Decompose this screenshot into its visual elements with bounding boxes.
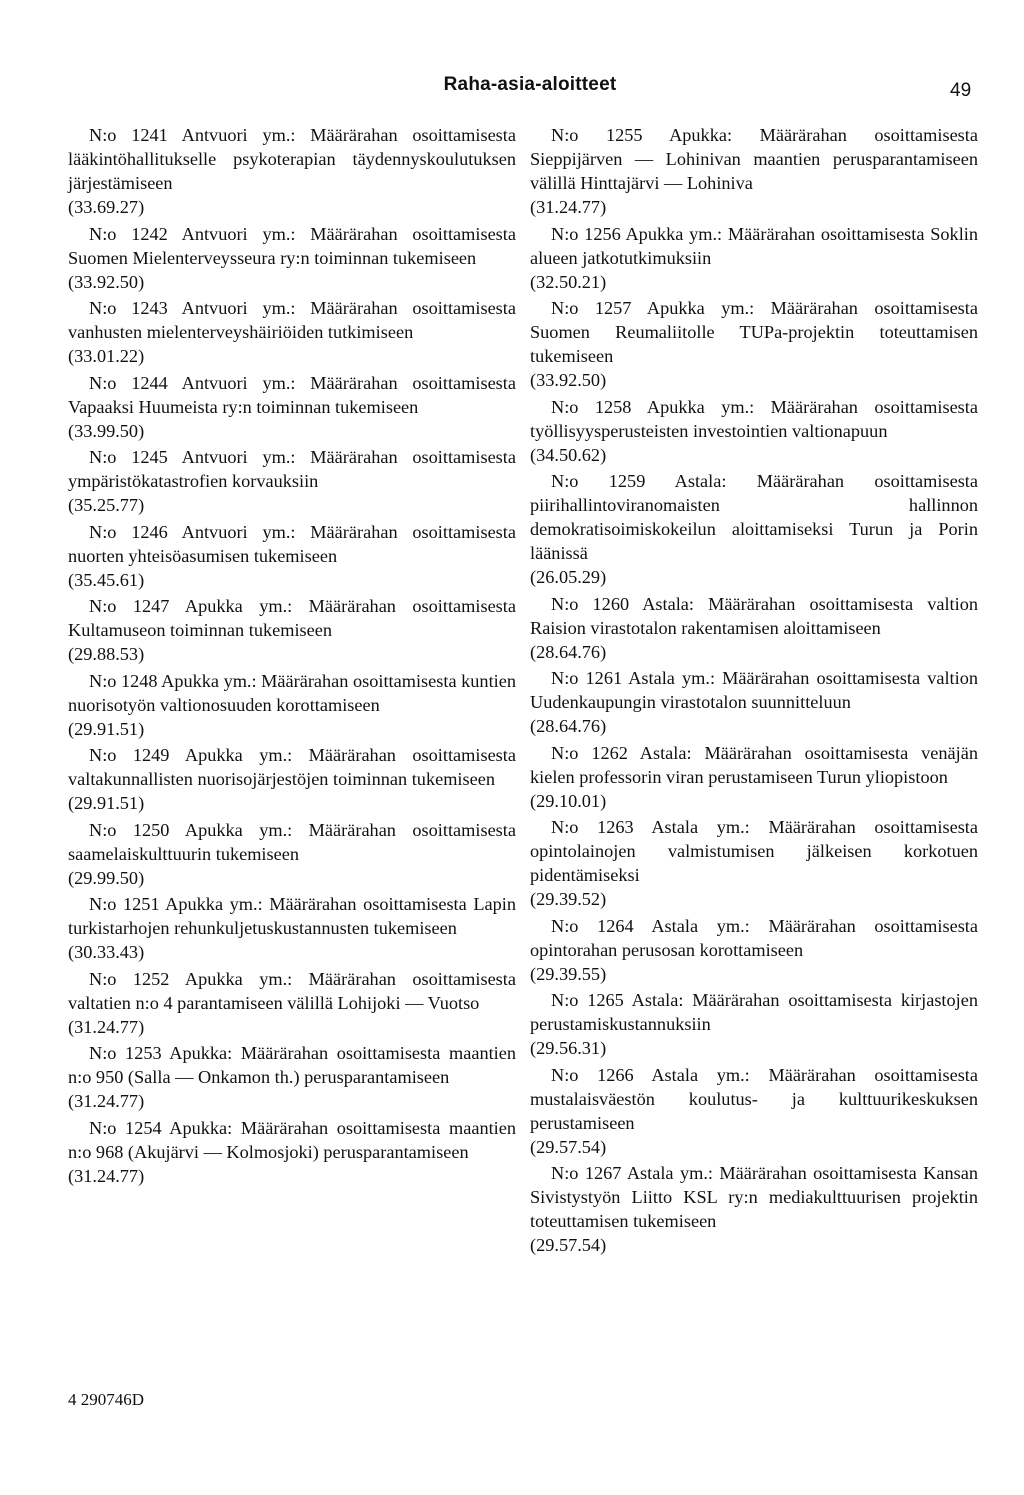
list-item (530, 988, 978, 1060)
entry-ref: (31.24.77) (68, 1091, 145, 1111)
right-column (530, 123, 978, 1260)
running-header: Raha-asia-aloitteet (443, 74, 617, 95)
entry-ref: (33.92.50) (530, 370, 607, 390)
list-item (68, 520, 516, 592)
list-item (68, 123, 516, 219)
entry-title: N:o 1261 Astala ym.: Määrärahan osoittamisesta valtion Uudenkaupungin virastotalon suunnitteluun (530, 668, 978, 712)
entry-title: N:o 1255 Apukka: Määrärahan osoittamisesta Sieppijärven — Lohinivan maantien perusparantamiseen välillä Hinttajärvi — Lohiniva (530, 125, 978, 193)
entry-ref: (29.10.01) (530, 790, 607, 811)
entry-title: N:o 1249 Apukka ym.: Määrärahan osoittamisesta valtakunnallisten nuorisojärjestöjen toiminnan tukemiseen (68, 745, 516, 789)
entry-ref: (28.64.76) (530, 641, 607, 662)
entry-ref: (31.24.77) (530, 197, 607, 217)
entry-ref: (33.99.50) (68, 420, 145, 441)
list-item (530, 395, 978, 467)
list-item (530, 123, 978, 219)
list-item (530, 666, 978, 738)
entry-ref: (31.24.77) (68, 1165, 145, 1186)
list-item (68, 371, 516, 443)
entry-title: N:o 1250 Apukka ym.: Määrärahan osoittamisesta saamelaiskulttuurin tukemiseen (68, 819, 516, 864)
list-item (68, 445, 516, 517)
entry-ref: (29.39.52) (530, 889, 607, 909)
list-item (530, 469, 978, 589)
entry-title: N:o 1264 Astala ym.: Määrärahan osoittamisesta opintorahan perusosan korottamiseen (530, 915, 978, 960)
entry-title: N:o 1258 Apukka ym.: Määrärahan osoittamisesta työllisyysperusteisten investointien valtionapuun (530, 396, 978, 441)
list-item (68, 743, 516, 815)
entry-title: N:o 1257 Apukka ym.: Määrärahan osoittamisesta Suomen Reumaliitolle TUPa-projektin toteuttamisen tukemiseen (530, 298, 978, 366)
entry-title: N:o 1256 Apukka ym.: Määrärahan osoittamisesta Soklin alueen jatkotutkimuksiin (530, 223, 978, 268)
list-item (530, 592, 978, 664)
list-item (68, 967, 516, 1039)
entry-ref: (29.56.31) (530, 1038, 607, 1058)
entry-ref: (33.01.22) (68, 346, 145, 366)
entry-title: N:o 1246 Antvuori ym.: Määrärahan osoittamisesta nuorten yhteisöasumisen tukemiseen (68, 521, 516, 566)
list-item (68, 669, 516, 741)
entry-title: N:o 1265 Astala: Määrärahan osoittamisesta kirjastojen perustamiskustannuksiin (530, 990, 978, 1034)
entry-title: N:o 1262 Astala: Määrärahan osoittamisesta venäjän kielen professorin viran perustamiseen Turun yliopistoon (530, 742, 978, 787)
list-item (68, 1116, 516, 1188)
entry-title: N:o 1243 Antvuori ym.: Määrärahan osoittamisesta vanhusten mielenterveyshäiriöiden tutkimiseen (68, 298, 516, 342)
entry-title: N:o 1242 Antvuori ym.: Määrärahan osoittamisesta Suomen Mielenterveysseura ry:n toiminnan tukemiseen (68, 223, 516, 268)
list-item (68, 594, 516, 666)
entry-ref: (26.05.29) (530, 567, 607, 587)
entry-ref: (29.57.54) (530, 1136, 607, 1157)
list-item (530, 741, 978, 813)
list-item (530, 815, 978, 911)
entry-title: N:o 1259 Astala: Määrärahan osoittamisesta piirihallintoviranomaisten hallinnon demokratisoimiskokeilun aloittamiseksi Turun ja Porin läänissä (530, 471, 978, 563)
entry-title: N:o 1247 Apukka ym.: Määrärahan osoittamisesta Kultamuseon toiminnan tukemiseen (68, 596, 516, 640)
entry-ref: (31.24.77) (68, 1016, 145, 1037)
entry-ref: (28.64.76) (530, 716, 607, 736)
list-item (68, 892, 516, 964)
list-item (530, 222, 978, 294)
left-column (68, 123, 516, 1190)
entry-ref: (29.39.55) (530, 963, 607, 984)
entry-title: N:o 1254 Apukka: Määrärahan osoittamisesta maantien n:o 968 (Akujärvi — Kolmosjoki) perusparantamiseen (68, 1117, 516, 1162)
entry-ref: (29.88.53) (68, 644, 145, 664)
entry-ref: (35.45.61) (68, 569, 145, 590)
entry-ref: (33.92.50) (68, 271, 145, 292)
list-item (530, 296, 978, 392)
entry-title: N:o 1251 Apukka ym.: Määrärahan osoittamisesta Lapin turkistarhojen rehunkuljetuskustannusten tukemiseen (68, 894, 516, 938)
entry-ref: (29.91.51) (68, 718, 145, 739)
page-number: 49 (950, 80, 972, 101)
list-item (68, 1041, 516, 1113)
entry-title: N:o 1267 Astala ym.: Määrärahan osoittamisesta Kansan Sivistystyön Liitto KSL ry:n mediakulttuurisen projektin toteuttamisen tukemiseen (530, 1163, 978, 1231)
entry-ref: (35.25.77) (68, 495, 145, 515)
list-item (68, 296, 516, 368)
list-item (530, 1161, 978, 1257)
list-item (530, 914, 978, 986)
entry-title: N:o 1248 Apukka ym.: Määrärahan osoittamisesta kuntien nuorisotyön valtionosuuden korottamiseen (68, 670, 516, 715)
entry-title: N:o 1266 Astala ym.: Määrärahan osoittamisesta mustalaisväestön koulutus- ja kulttuurikeskuksen perustamiseen (530, 1064, 978, 1133)
entry-ref: (34.50.62) (530, 444, 607, 465)
entry-title: N:o 1244 Antvuori ym.: Määrärahan osoittamisesta Vapaaksi Huumeista ry:n toiminnan tukemiseen (68, 372, 516, 417)
entry-title: N:o 1253 Apukka: Määrärahan osoittamisesta maantien n:o 950 (Salla — Onkamon th.) perusparantamiseen (68, 1043, 516, 1087)
entry-ref: (30.33.43) (68, 942, 145, 962)
entry-title: N:o 1245 Antvuori ym.: Määrärahan osoittamisesta ympäristökatastrofien korvauksiin (68, 447, 516, 491)
footer-print-code: 4 290746D (68, 1390, 145, 1409)
entry-ref: (29.99.50) (68, 867, 145, 888)
list-item (68, 818, 516, 890)
entry-title: N:o 1252 Apukka ym.: Määrärahan osoittamisesta valtatien n:o 4 parantamiseen välillä Lohijoki — Vuotso (68, 968, 516, 1013)
entry-ref: (29.91.51) (68, 793, 145, 813)
entry-title: N:o 1263 Astala ym.: Määrärahan osoittamisesta opintolainojen valmistumisen jälkeisen korkotuen pidentämiseksi (530, 817, 978, 885)
entry-title: N:o 1260 Astala: Määrärahan osoittamisesta valtion Raision virastotalon rakentamisen aloittamiseen (530, 593, 978, 638)
entry-title: N:o 1241 Antvuori ym.: Määrärahan osoittamisesta lääkintöhallitukselle psykoterapian täydennyskoulutuksen järjestämiseen (68, 125, 516, 193)
list-item (68, 222, 516, 294)
entry-ref: (29.57.54) (530, 1235, 607, 1255)
entry-ref: (33.69.27) (68, 197, 145, 217)
list-item (530, 1063, 978, 1159)
entry-ref: (32.50.21) (530, 271, 607, 292)
